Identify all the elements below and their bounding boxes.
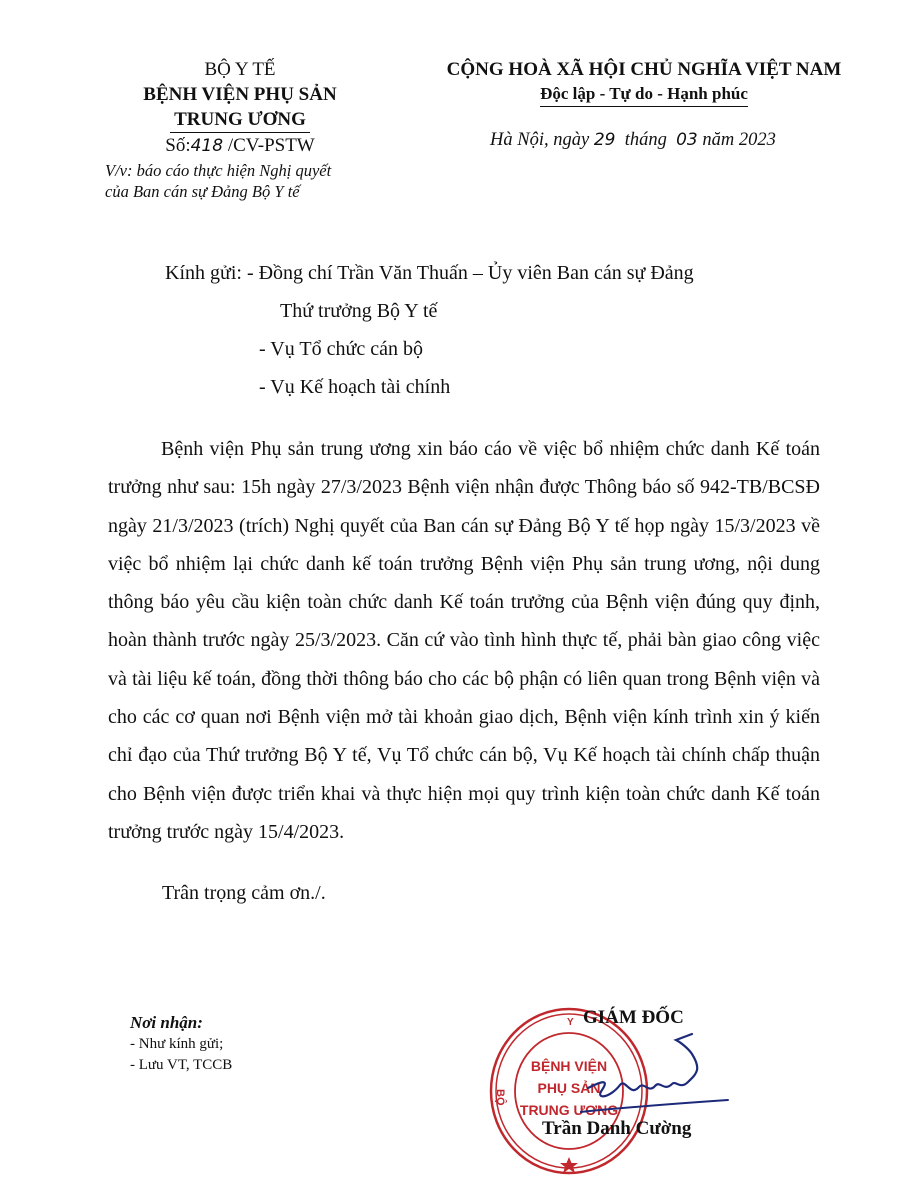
date-line: Hà Nội, ngày 29 tháng 03 năm 2023 — [490, 130, 776, 150]
receivers-block — [130, 1012, 232, 1076]
handwritten-signature-icon — [580, 1030, 730, 1120]
recipient-item: - Vụ Kế hoạch tài chính — [259, 376, 451, 398]
recipients-label: Kính gửi: — [165, 262, 247, 284]
recipient-item: - Đồng chí Trần Văn Thuấn – Ủy viên Ban cán sự Đảng — [246, 262, 694, 284]
svg-text:TRUNG ƯƠNG: TRUNG ƯƠNG — [519, 1102, 619, 1118]
svg-text:PHỤ SẢN: PHỤ SẢN — [537, 1080, 601, 1096]
national-header — [418, 58, 870, 107]
national-motto: Độc lập - Tự do - Hạnh phúc — [540, 82, 748, 107]
receivers-title: Nơi nhận: — [130, 1013, 203, 1032]
receiver-item: - Lưu VT, TCCB — [130, 1057, 233, 1073]
recipient-item: - Vụ Tổ chức cán bộ — [259, 338, 423, 360]
hospital-name-line1: BỆNH VIỆN PHỤ SẢN — [143, 84, 337, 105]
handwritten-number: 418 — [190, 136, 224, 156]
hospital-name-line2: TRUNG ƯƠNG — [170, 107, 310, 133]
recipients-block — [165, 254, 694, 406]
body-paragraph: Bệnh viện Phụ sản trung ương xin báo cáo về việc bổ nhiệm chức danh Kế toán trưởng như sau: 15h ngày 27/3/2023 Bệnh viện nhận được Thông báo số 942-TB/BCSĐ ngày 21/3/2023 (trích) Nghị quyết của Ban cán sự Đảng Bộ Y tế họp ngày 15/3/2023 về việc bổ nhiệm lại chức danh kế toán trưởng Bệnh viện Phụ sản trung ương, nội dung thông báo yêu cầu kiện toàn chức danh Kế toán trưởng của Bệnh viện đúng quy định, hoàn thành trước ngày 25/3/2023. Căn cứ vào tình hình thực tế, phải bàn giao công việc và tài liệu kế toán, đồng thời thông báo cho các bộ phận có liên quan trong Bệnh viện và cho các cơ quan nơi Bệnh viện mở tài khoản giao dịch, Bệnh viện kính trình xin ý kiến chỉ đạo của Thứ trưởng Bộ Y tế, Vụ Tổ chức cán bộ, Vụ Kế hoạch tài chính chấp thuận cho Bệnh viện được triển khai và thực hiện mọi quy trình kiện toàn chức danh Kế toán trưởng trước ngày 15/4/2023. — [108, 438, 820, 843]
body-text — [108, 430, 820, 851]
nation-name: CỘNG HOÀ XÃ HỘI CHỦ NGHĨA VIỆT NAM — [446, 59, 842, 80]
svg-text:BỆNH VIỆN: BỆNH VIỆN — [530, 1058, 608, 1074]
handwritten-day: 29 — [593, 130, 616, 150]
svg-text:BỘ: BỘ — [494, 1089, 506, 1106]
issuer-block — [90, 58, 390, 159]
recipient-item: Thứ trưởng Bộ Y tế — [280, 300, 438, 322]
ministry-name: BỘ Y TẾ — [204, 59, 276, 80]
closing-line: Trân trọng cảm ơn./. — [162, 882, 326, 904]
signer-name: Trần Danh Cường — [542, 1118, 692, 1139]
svg-text:Y: Y — [567, 1017, 574, 1028]
receiver-item: - Như kính gửi; — [130, 1036, 224, 1052]
subject-line: V/v: báo cáo thực hiện Nghị quyết của Ban cán sự Đảng Bộ Y tế — [105, 161, 332, 201]
signer-title: GIÁM ĐỐC — [583, 1007, 684, 1028]
handwritten-month: 03 — [676, 130, 698, 150]
document-number: Số:418 /CV-PSTW — [165, 135, 315, 156]
